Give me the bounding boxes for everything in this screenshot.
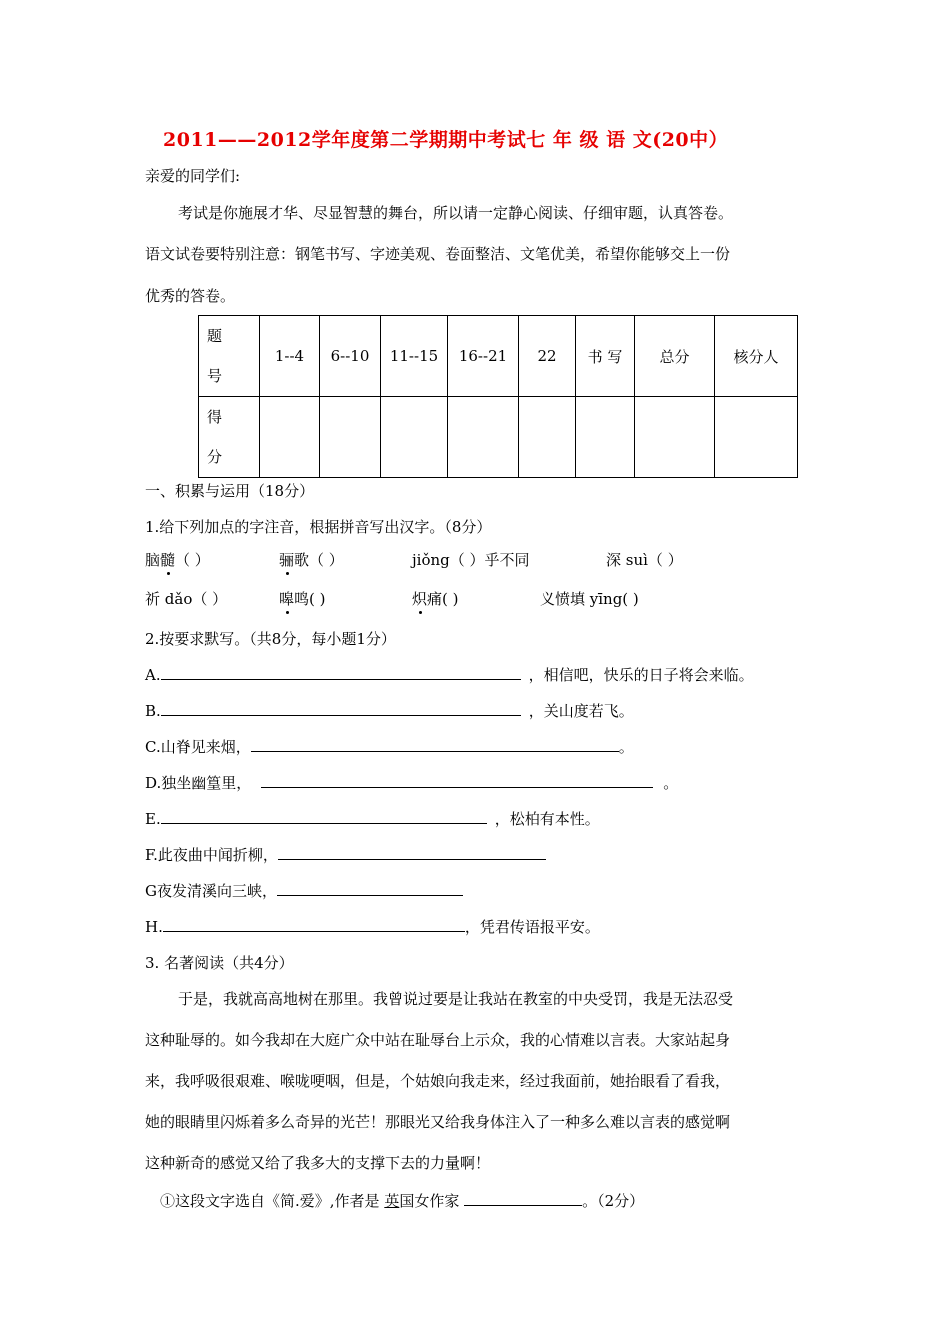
intro-line-1: 考试是你施展才华、尽显智慧的舞台，所以请一定静心阅读、仔细审题，认真答卷。 bbox=[178, 204, 734, 222]
passage-line: 这种耻辱的。如今我却在大庭广众中站在耻辱台上示众，我的心情难以言表。大家站起身 bbox=[145, 1031, 731, 1049]
header-cell: 6--10 bbox=[320, 316, 381, 397]
answer-blank[interactable] bbox=[161, 809, 487, 824]
passage-line: 这种新奇的感觉又给了我多大的支撑下去的力量啊！ bbox=[145, 1154, 491, 1172]
q2-line-h: H. ，凭君传语报平安。 bbox=[145, 918, 600, 936]
q1-item: 炽痛( ) bbox=[412, 590, 459, 608]
answer-blank[interactable] bbox=[251, 737, 619, 752]
page-title: 2011——2012学年度第二学期期中考试七 年 级 语 文(20中） bbox=[163, 129, 729, 151]
q2-line-d: D.独坐幽篁里， 。 bbox=[145, 774, 679, 792]
q2-line-c: C.山脊见来烟， 。 bbox=[145, 738, 634, 756]
score-cell[interactable] bbox=[320, 397, 381, 478]
q1-item: 脑髓（ ） bbox=[145, 551, 210, 569]
q2-line-a: A. ，相信吧，快乐的日子将会来临。 bbox=[145, 666, 754, 684]
passage-line: 她的眼睛里闪烁着多么奇异的光芒！那眼光又给我身体注入了一种多么难以言表的感觉啊 bbox=[145, 1113, 731, 1131]
score-cell[interactable] bbox=[635, 397, 715, 478]
header-cell: 核分人 bbox=[715, 316, 798, 397]
score-cell[interactable] bbox=[519, 397, 576, 478]
passage-line: 于是，我就高高地树在那里。我曾说过要是让我站在教室的中央受罚，我是无法忍受 bbox=[178, 990, 734, 1008]
header-cell: 总分 bbox=[635, 316, 715, 397]
q1-item: 义愤填 yīng( ) bbox=[540, 590, 639, 608]
q3-sub1: ①这段文字选自《简.爱》,作者是 英国女作家 。（2分） bbox=[160, 1192, 645, 1210]
score-table bbox=[198, 315, 798, 478]
q2-prompt: 2.按要求默写。（共8分，每小题1分） bbox=[145, 630, 396, 648]
intro-line-3: 优秀的答卷。 bbox=[145, 287, 236, 305]
header-cell: 1--4 bbox=[260, 316, 320, 397]
q2-line-g: G夜发清溪向三峡， bbox=[145, 880, 463, 901]
score-cell[interactable] bbox=[576, 397, 635, 478]
answer-blank[interactable] bbox=[163, 917, 465, 932]
q2-line-b: B. ，关山度若飞。 bbox=[145, 702, 634, 720]
answer-blank[interactable] bbox=[261, 773, 653, 788]
greeting: 亲爱的同学们: bbox=[145, 167, 241, 185]
q3-prompt: 3. 名著阅读（共4分） bbox=[145, 954, 294, 972]
q1-item: 祈 dǎo（ ） bbox=[145, 590, 228, 608]
score-cell[interactable] bbox=[715, 397, 798, 478]
q2-line-f: F.此夜曲中闻折柳， bbox=[145, 844, 546, 865]
answer-blank[interactable] bbox=[464, 1191, 582, 1206]
score-cell[interactable] bbox=[448, 397, 519, 478]
row-label-question-number: 题 号 bbox=[199, 316, 260, 397]
score-cell[interactable] bbox=[381, 397, 448, 478]
q1-prompt: 1.给下列加点的字注音，根据拼音写出汉字。（8分） bbox=[145, 518, 492, 536]
answer-blank[interactable] bbox=[161, 665, 521, 680]
answer-blank[interactable] bbox=[277, 881, 463, 896]
header-cell: 16--21 bbox=[448, 316, 519, 397]
score-cell[interactable] bbox=[260, 397, 320, 478]
row-label-score: 得 分 bbox=[199, 397, 260, 478]
passage-line: 来，我呼吸很艰难、喉咙哽咽，但是，个姑娘向我走来，经过我面前，她抬眼看了看我， bbox=[145, 1072, 731, 1090]
q2-line-e: E. ，松柏有本性。 bbox=[145, 810, 600, 828]
answer-blank[interactable] bbox=[278, 845, 546, 860]
q1-item: 深 suì（ ） bbox=[606, 551, 683, 569]
q1-item: 嗥鸣( ) bbox=[279, 590, 326, 608]
intro-line-2: 语文试卷要特别注意：钢笔书写、字迹美观、卷面整洁、文笔优美，希望你能够交上一份 bbox=[145, 245, 731, 263]
header-cell: 书 写 bbox=[576, 316, 635, 397]
section-heading: 一、积累与运用（18分） bbox=[145, 482, 315, 500]
header-cell: 11--15 bbox=[381, 316, 448, 397]
q1-item: 骊歌（ ） bbox=[279, 551, 344, 569]
answer-blank[interactable] bbox=[161, 701, 521, 716]
header-cell: 22 bbox=[519, 316, 576, 397]
q1-item: jiǒng（ ）乎不同 bbox=[412, 551, 530, 569]
